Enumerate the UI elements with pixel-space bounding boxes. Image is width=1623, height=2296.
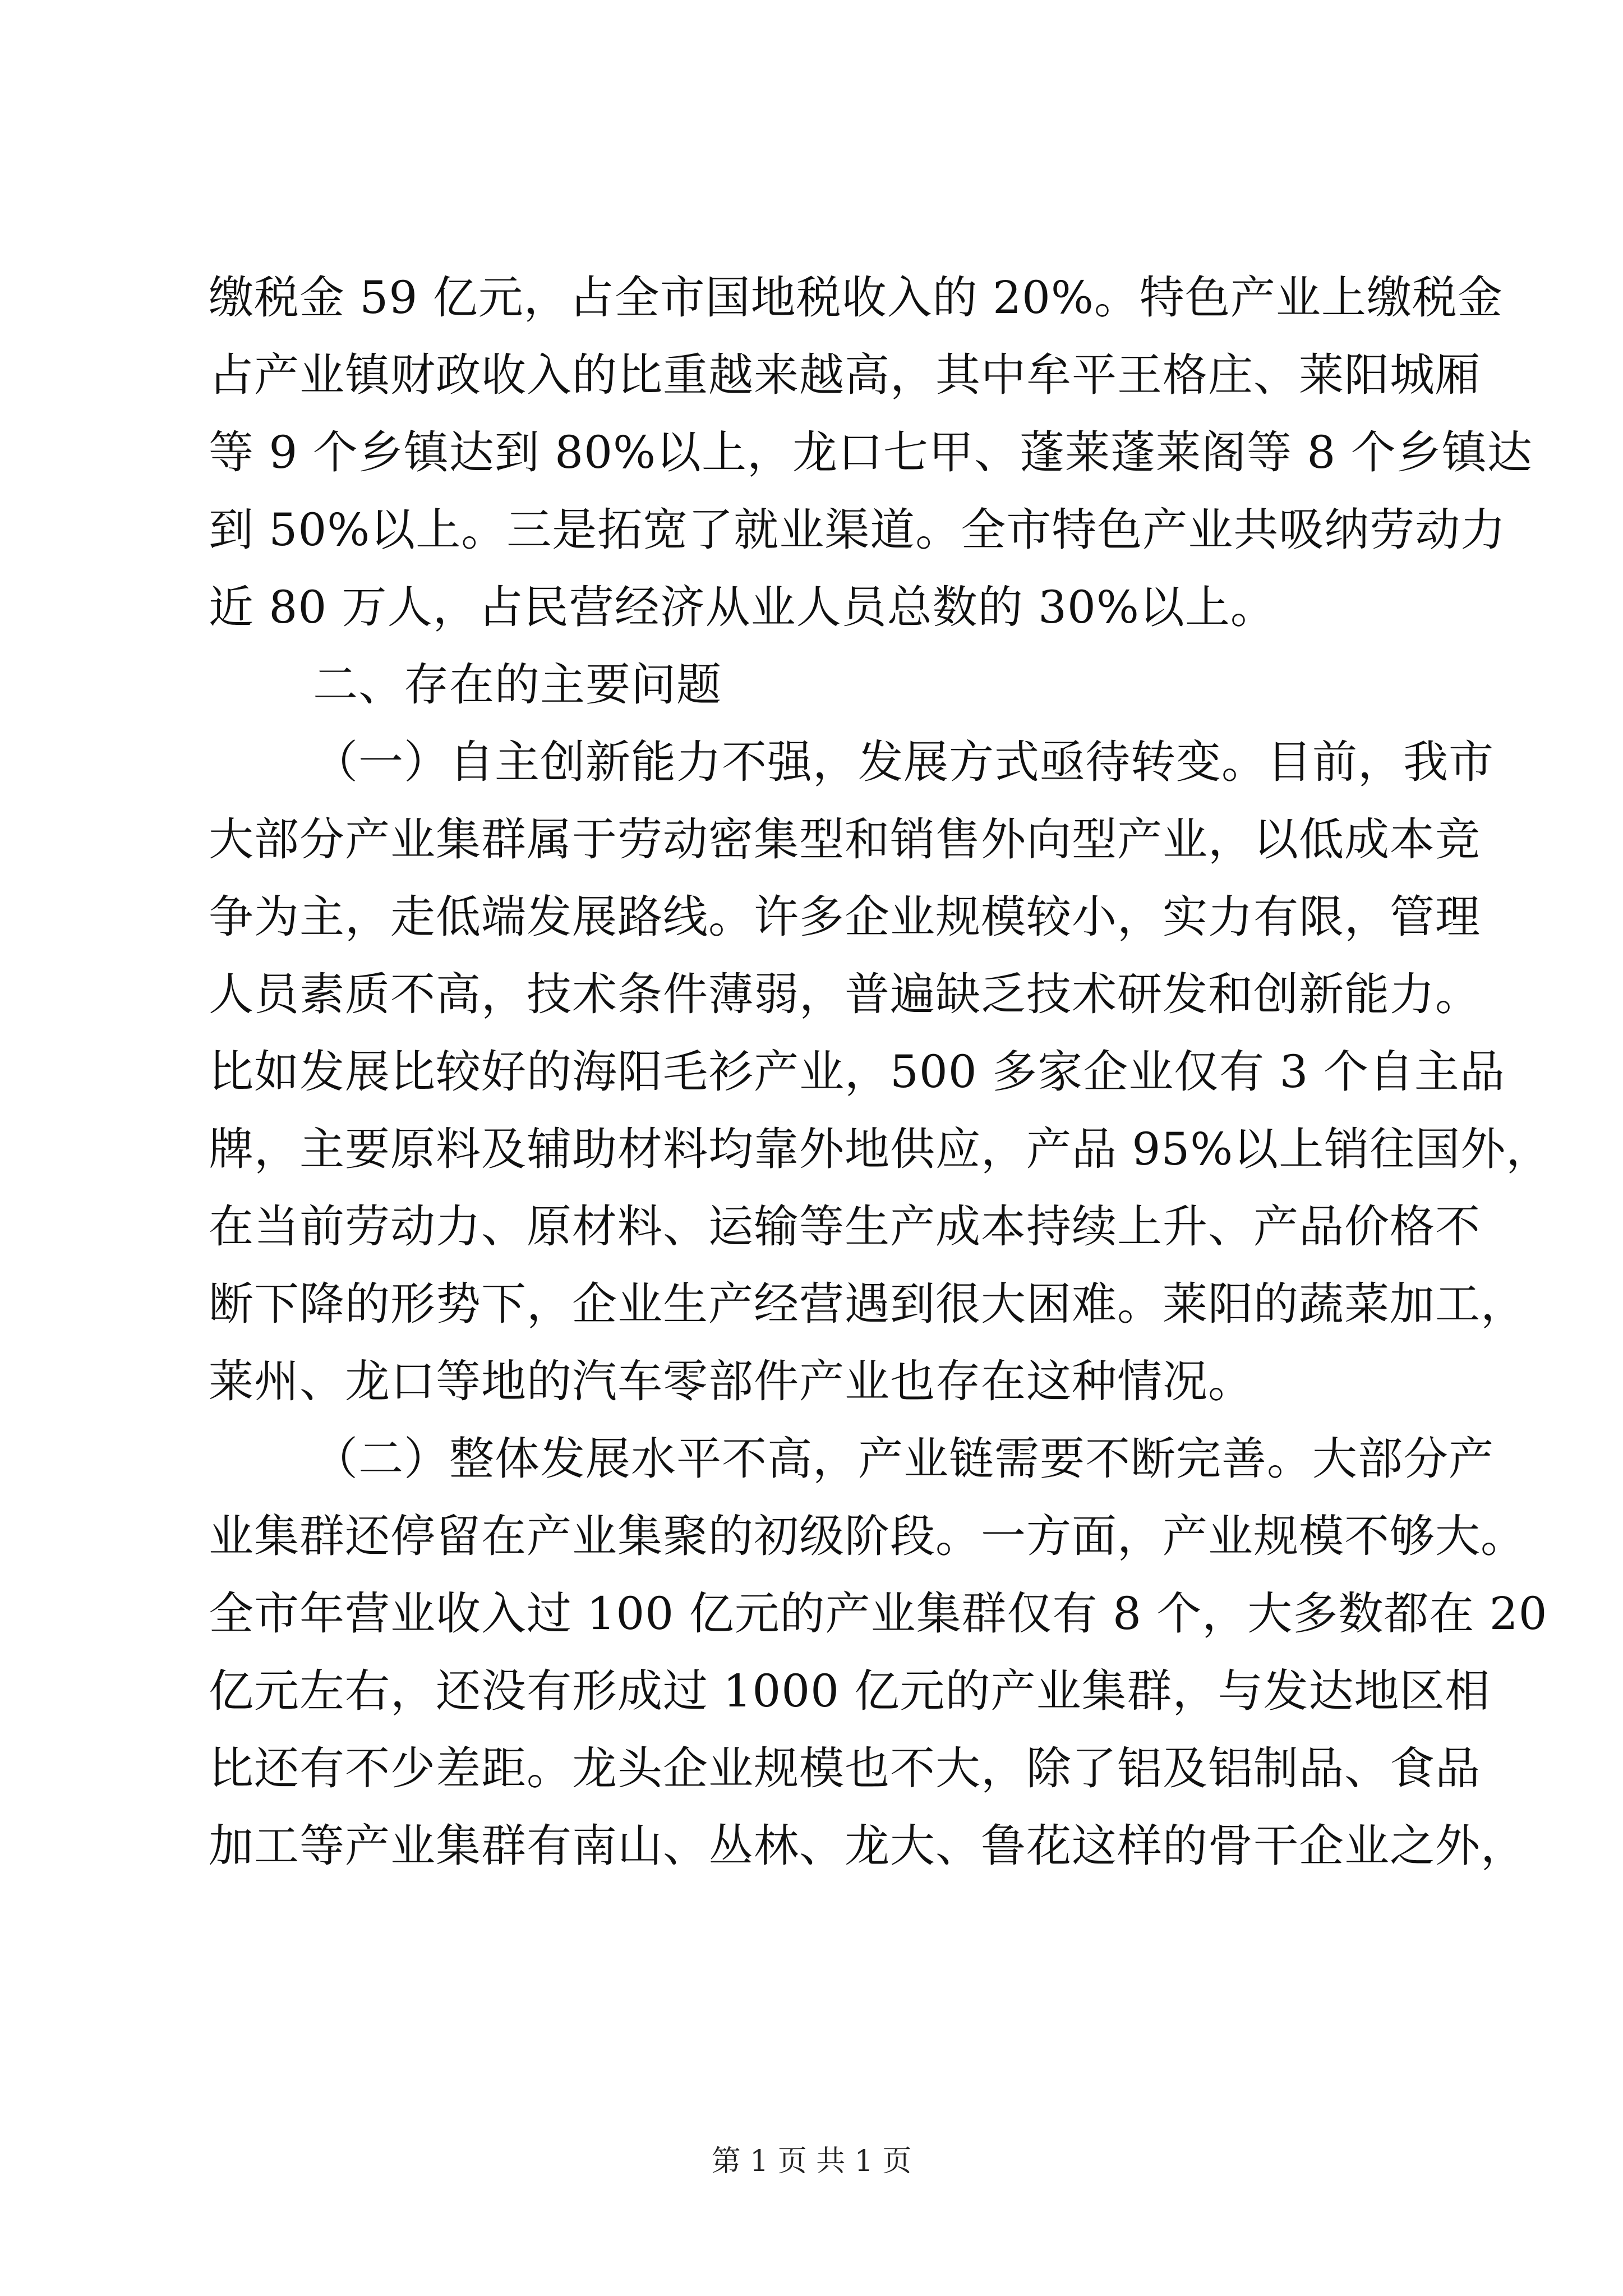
- paragraph-line: 近 80 万人，占民营经济从业人员总数的 30%以上。: [209, 581, 1276, 633]
- paragraph-line: 比还有不少差距。龙头企业规模也不大，除了铝及铝制品、食品: [209, 1742, 1481, 1795]
- section-heading: 二、存在的主要问题: [313, 659, 722, 711]
- paragraph-line: 等 9 个乡镇达到 80%以上，龙口七甲、蓬莱蓬莱阁等 8 个乡镇达: [209, 426, 1533, 478]
- document-body: [209, 259, 1552, 1885]
- paragraph-line: 加工等产业集群有南山、丛林、龙大、鲁花这样的骨干企业之外，: [209, 1820, 1526, 1872]
- paragraph-line: （二）整体发展水平不高，产业链需要不断完善。大部分产: [313, 1433, 1494, 1485]
- paragraph-line: 人员素质不高，技术条件薄弱，普遍缺乏技术研发和创新能力。: [209, 968, 1481, 1020]
- paragraph-line: 争为主，走低端发展路线。许多企业规模较小，实力有限，管理: [209, 891, 1481, 943]
- paragraph-line: 比如发展比较好的海阳毛衫产业，500 多家企业仅有 3 个自主品: [209, 1046, 1505, 1098]
- paragraph-line: 大部分产业集群属于劳动密集型和销售外向型产业，以低成本竞: [209, 813, 1481, 866]
- paragraph-line: 到 50%以上。三是拓宽了就业渠道。全市特色产业共吸纳劳动力: [209, 504, 1506, 556]
- paragraph-line: 亿元左右，还没有形成过 1000 亿元的产业集群，与发达地区相: [209, 1665, 1491, 1717]
- page-footer: 第 1 页 共 1 页: [711, 2145, 912, 2178]
- paragraph-line: 断下降的形势下，企业生产经营遇到很大困难。莱阳的蔬菜加工，: [209, 1278, 1526, 1330]
- paragraph-line: （一）自主创新能力不强，发展方式亟待转变。目前，我市: [313, 736, 1494, 788]
- paragraph-line: 占产业镇财政收入的比重越来越高，其中牟平王格庄、莱阳城厢: [209, 349, 1481, 401]
- paragraph-line: 全市年营业收入过 100 亿元的产业集群仅有 8 个，大多数都在 20: [209, 1588, 1548, 1640]
- paragraph-line: 在当前劳动力、原材料、运输等生产成本持续上升、产品价格不: [209, 1200, 1481, 1253]
- paragraph-line: 缴税金 59 亿元，占全市国地税收入的 20%。特色产业上缴税金: [209, 272, 1503, 324]
- paragraph-line: 莱州、龙口等地的汽车零部件产业也存在这种情况。: [209, 1355, 1253, 1407]
- paragraph-line: 业集群还停留在产业集聚的初级阶段。一方面，产业规模不够大。: [209, 1510, 1526, 1562]
- paragraph-line: 牌，主要原料及辅助材料均靠外地供应，产品 95%以上销往国外，: [209, 1123, 1552, 1175]
